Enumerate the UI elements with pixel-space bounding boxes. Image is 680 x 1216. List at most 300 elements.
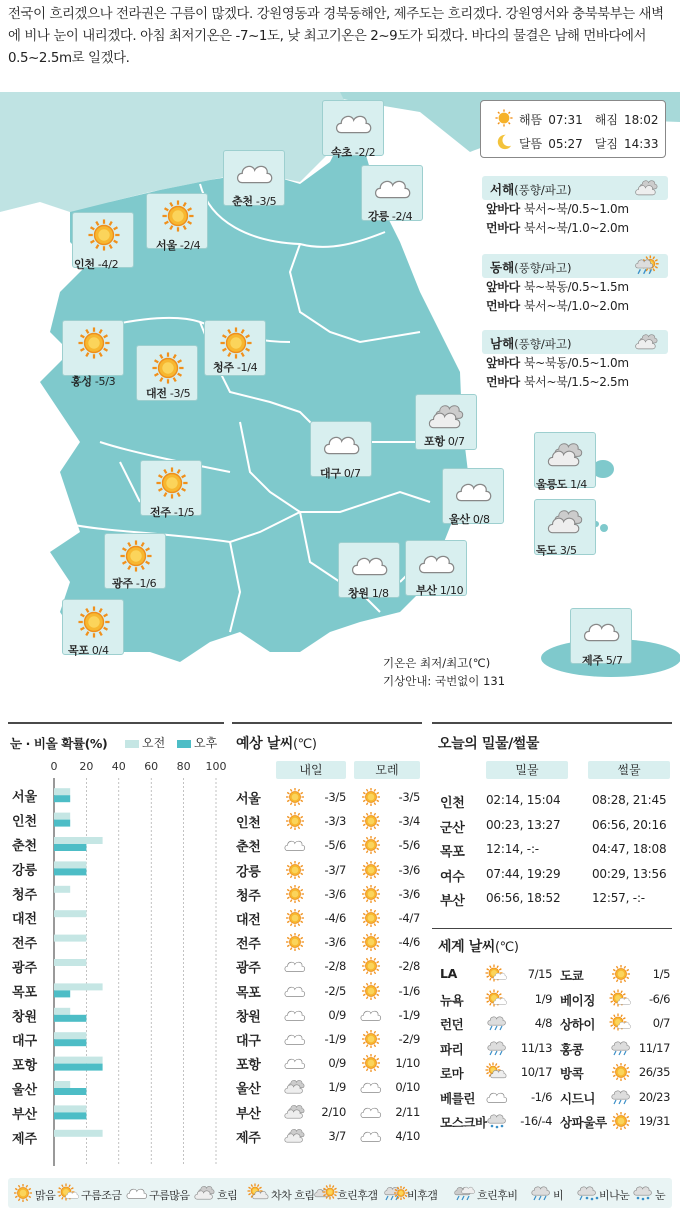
forecast-dayafter-temp: -3/6 (398, 862, 420, 877)
cloudy-icon (583, 615, 621, 651)
cloudy-icon (284, 1054, 306, 1076)
map-city-label (449, 511, 490, 527)
sea-name: 동해 (490, 260, 515, 275)
precip-city: 광주 (12, 961, 38, 976)
map-city-temp: 0/4 (88, 644, 109, 657)
snow-icon (486, 1112, 508, 1134)
sunny-icon (360, 836, 382, 858)
sea-far-value: 북서~북/1.0~2.0m (523, 299, 629, 313)
am-bar (54, 1130, 103, 1137)
sea-sub: (풍향/파고) (514, 183, 572, 197)
map-city-temp: -1/5 (170, 506, 195, 519)
forecast-dayafter-temp: 0/10 (395, 1080, 420, 1095)
sunset-time: 18:02 (623, 112, 659, 127)
forecast-title (236, 733, 317, 753)
tide-city: 부산 (440, 894, 465, 909)
map-city-name: 포항 (424, 435, 445, 448)
info-note: 기상안내: 국번없이 131 (383, 674, 506, 688)
sea-far (482, 373, 668, 392)
map-city-label (424, 433, 465, 449)
forecast-dayafter-temp: 1/10 (395, 1056, 420, 1071)
world-temp: 11/17 (638, 1040, 670, 1055)
temp-note: 기온은 최저/최고(℃) (383, 656, 491, 670)
partly-icon (58, 1184, 80, 1205)
pm-bar (54, 1088, 86, 1095)
sea-box (482, 330, 668, 392)
map-city-label (74, 256, 118, 272)
forecast-city: 인천 (236, 816, 261, 832)
map-city-name: 대구 (320, 467, 341, 480)
forecast-tomorrow-temp: 1/9 (328, 1080, 346, 1095)
sunny-icon (360, 909, 382, 931)
sun-cloud2-icon (314, 1184, 336, 1205)
overcast-icon (428, 401, 466, 437)
legend-label: 흐림 (217, 1188, 238, 1202)
forecast-city: 대구 (236, 1034, 261, 1049)
tide-city: 군산 (440, 820, 465, 836)
tide-city: 여수 (440, 869, 465, 885)
map-city-label (156, 237, 200, 253)
precip-city: 강릉 (12, 863, 38, 879)
sunny-icon (217, 327, 255, 363)
tide-city: 인천 (440, 796, 465, 811)
cloudy-icon (360, 1078, 382, 1100)
pm-swatch (177, 740, 191, 748)
pm-bar (54, 1015, 86, 1022)
pm-bar (54, 795, 70, 802)
rain-icon (486, 1014, 508, 1036)
cloudy-icon (236, 157, 274, 193)
cloudy-icon (455, 475, 493, 511)
sea-header (482, 254, 668, 278)
world-city: 런던 (440, 1017, 464, 1032)
am-bar (54, 959, 86, 966)
world-city: 방콕 (560, 1066, 584, 1081)
precip-city: 창원 (12, 1009, 38, 1025)
precip-chart (8, 756, 227, 1166)
tide-low: 12:57, -:- (592, 891, 645, 905)
sea-header (482, 176, 668, 200)
map-city-label (416, 582, 463, 598)
forecast-tomorrow-temp: -5/6 (324, 838, 346, 853)
cloudy-icon (360, 1127, 382, 1149)
forecast-tomorrow-temp: -3/7 (324, 862, 346, 877)
precip-city: 전주 (12, 936, 38, 952)
forecast-city: 포항 (236, 1058, 261, 1074)
am-bar (54, 935, 86, 942)
pm-bar (54, 1064, 103, 1071)
map-city-temp: -4/2 (94, 258, 119, 271)
partly-icon (486, 990, 508, 1012)
am-bar (54, 1105, 86, 1112)
sunny-icon (12, 1184, 34, 1205)
map-city-name: 대전 (146, 387, 167, 400)
forecast-tomorrow-temp: -3/6 (324, 886, 346, 901)
tick-label: 60 (144, 760, 159, 773)
sea-sub: (풍향/파고) (514, 261, 572, 275)
legend-label: 맑음 (35, 1188, 56, 1202)
legend-label: 눈 (655, 1188, 666, 1202)
forecast-city: 부산 (236, 1106, 261, 1122)
sunrise-time: 07:31 (548, 112, 583, 127)
sunny-icon (284, 909, 306, 931)
map-city-name: 부산 (416, 584, 437, 597)
sunset-label: 해짐 (594, 113, 618, 127)
sea-name: 남해 (490, 336, 515, 351)
world-city: 홍콩 (560, 1041, 584, 1057)
forecast-city: 목포 (236, 985, 261, 1001)
precip-title: 눈 · 비올 확률(%) (10, 736, 108, 751)
cloudy-icon (323, 428, 361, 464)
world-city: 시드니 (560, 1090, 596, 1106)
forecast-city: 제주 (236, 1130, 261, 1146)
tide-low: 06:56, 20:16 (592, 817, 667, 832)
world-city: 로마 (440, 1066, 464, 1081)
tide-low: 00:29, 13:56 (592, 866, 667, 881)
legend-label: 비후갬 (407, 1188, 438, 1202)
map-city-temp: 5/7 (602, 654, 623, 667)
map-city-temp: 3/5 (556, 544, 577, 557)
world-temp: 1/9 (534, 991, 552, 1006)
sunny-icon (159, 200, 197, 236)
map-city-name: 광주 (112, 577, 133, 590)
forecast-title-text: 예상 날씨 (236, 736, 293, 752)
tide-city: 목포 (440, 845, 465, 860)
forecast-unit: (℃) (292, 737, 317, 752)
forecast-tomorrow-temp: -2/5 (324, 983, 346, 998)
map-city-label (68, 642, 109, 658)
map-city-label (150, 504, 194, 520)
forecast-day1-header: 내일 (276, 761, 346, 779)
map-city-temp: 1/10 (436, 584, 464, 597)
map-city-label (331, 144, 375, 160)
icon-legend (8, 1178, 672, 1208)
precip-city: 대구 (12, 1034, 38, 1050)
forecast-tomorrow-temp: -1/9 (324, 1032, 346, 1046)
sunny-icon (360, 861, 382, 883)
cloudy-icon (284, 957, 306, 979)
sea-near-label: 앞바다 (486, 202, 520, 216)
sunny-icon (117, 540, 155, 576)
precip-city: 포항 (12, 1058, 38, 1074)
map-city-temp: 0/8 (469, 513, 490, 526)
precip-city: 제주 (12, 1131, 38, 1147)
sunny-icon (153, 467, 191, 503)
sea-far-value: 북서~북/1.0~2.0m (523, 221, 629, 235)
forecast-city: 춘천 (236, 840, 261, 856)
map-city-label (582, 652, 623, 668)
sunny-icon (284, 933, 306, 955)
world-city: LA (440, 966, 457, 981)
precip-city: 울산 (12, 1083, 38, 1098)
map-city-temp: 1/4 (566, 478, 587, 491)
world-temp: 26/35 (638, 1065, 670, 1079)
map-city-box (62, 320, 124, 376)
world-temp: -6/6 (648, 991, 670, 1006)
legend-item (248, 1184, 315, 1205)
map-city-label (146, 385, 190, 401)
world-title-text: 세계 날씨 (438, 939, 495, 955)
map-city-name: 전주 (150, 506, 171, 519)
forecast-divider (232, 722, 422, 724)
cloudy-icon (351, 549, 389, 585)
tide-low: 04:47, 18:08 (592, 842, 667, 856)
legend-item (576, 1184, 629, 1205)
map-city-name: 청주 (213, 361, 234, 374)
cloudy-icon (126, 1184, 148, 1205)
moon-icon (495, 133, 513, 154)
sea-near-label: 앞바다 (486, 280, 520, 294)
overcast-icon (547, 506, 585, 542)
partly-icon (486, 965, 508, 987)
sunny-icon (360, 1054, 382, 1076)
map-city-label (536, 542, 577, 558)
sunny-icon (85, 219, 123, 255)
map-city-name: 울산 (449, 513, 470, 526)
moonset-label: 달짐 (594, 137, 618, 151)
pm-bar (54, 868, 86, 875)
world-temp: 7/15 (527, 967, 552, 981)
forecast-tomorrow-temp: -2/8 (324, 959, 346, 974)
am-bar (54, 837, 103, 844)
map-city-name: 서울 (156, 239, 177, 252)
overcast-icon (284, 1078, 306, 1100)
cloudy-icon (360, 1006, 382, 1028)
precip-city: 청주 (12, 887, 38, 903)
forecast-dayafter-temp: -3/6 (398, 886, 420, 901)
sea-near (482, 278, 668, 297)
forecast-tomorrow-temp: -4/6 (324, 911, 346, 925)
overcast-icon (284, 1103, 306, 1125)
sea-far-label: 먼바다 (486, 221, 520, 235)
world-city: 파리 (440, 1041, 464, 1057)
pm-bar (54, 990, 70, 997)
sun-rain-icon (634, 256, 660, 279)
cloudy-icon (284, 1006, 306, 1028)
forecast-city: 광주 (236, 961, 261, 977)
map-city-name: 창원 (348, 587, 369, 600)
forecast-dayafter-temp: 2/11 (395, 1104, 420, 1119)
sunny-icon (360, 933, 382, 955)
sea-near (482, 200, 668, 219)
moonset-time: 14:33 (623, 136, 659, 151)
sunny-icon (149, 352, 187, 388)
legend-item (12, 1184, 55, 1205)
legend-item (58, 1184, 122, 1205)
map-city-label (368, 208, 412, 224)
tide-high: 07:44, 19:29 (486, 866, 561, 881)
legend-label: 구름조금 (81, 1188, 122, 1202)
legend-item (632, 1184, 665, 1205)
cloudy-icon (418, 547, 456, 583)
forecast-city: 울산 (236, 1082, 261, 1098)
sun-cloud-icon (486, 1063, 508, 1085)
am-bar (54, 1057, 103, 1064)
forecast-day2-header: 모레 (354, 761, 420, 779)
tide-low-header: 썰물 (588, 761, 670, 779)
sea-box (482, 254, 668, 316)
world-city: 상파울루 (560, 1115, 607, 1130)
map-city-name: 인천 (74, 258, 95, 271)
sea-far-value: 북서~북/1.5~2.5m (523, 375, 629, 389)
cloudy-icon (486, 1088, 508, 1110)
cloudy-icon (374, 172, 412, 208)
tide-divider (432, 722, 672, 724)
forecast-dayafter-temp: -1/6 (398, 983, 420, 998)
forecast-city: 청주 (236, 888, 261, 904)
world-city: 상하이 (560, 1017, 596, 1032)
sun-icon (495, 109, 513, 130)
forecast-dayafter-temp: -3/4 (398, 814, 420, 829)
sea-near-label: 앞바다 (486, 356, 520, 370)
sea-name: 서해 (490, 182, 515, 197)
sun-cloud-icon (248, 1184, 270, 1205)
forecast-dayafter-temp: 4/10 (395, 1128, 420, 1143)
am-swatch (125, 740, 139, 748)
am-bar (54, 886, 70, 893)
sea-near-value: 북~북동/0.5~1.0m (523, 356, 629, 370)
sea-near-value: 북서~북/0.5~1.0m (523, 202, 629, 216)
legend-item (454, 1184, 518, 1205)
map-city-label (232, 193, 276, 209)
tick-label: 40 (111, 760, 126, 773)
tide-title: 오늘의 밀물/썰물 (438, 736, 540, 752)
map-city-temp: 1/8 (368, 587, 389, 600)
sunny-icon (75, 606, 113, 642)
sea-near-value: 북~북동/0.5~1.5m (523, 280, 629, 294)
legend-label: 차차 흐림 (271, 1188, 315, 1202)
precip-city: 춘천 (12, 839, 38, 854)
map-city-label (320, 465, 361, 481)
forecast-dayafter-temp: -2/9 (398, 1032, 420, 1046)
sea-far-label: 먼바다 (486, 299, 520, 313)
map-city-temp: 0/7 (340, 467, 361, 480)
map-city-name: 목포 (68, 644, 89, 657)
world-temp: 0/7 (652, 1016, 670, 1030)
forecast-dayafter-temp: -4/7 (398, 911, 420, 925)
sea-sub: (풍향/파고) (514, 337, 572, 351)
map-city-temp: -3/5 (166, 387, 191, 400)
sea-box (482, 176, 668, 238)
forecast-tomorrow-temp: -3/5 (324, 790, 346, 804)
forecast-tomorrow-temp: -3/6 (324, 935, 346, 950)
legend-item (194, 1184, 237, 1205)
map-city-label (348, 585, 389, 601)
map-city-temp: -2/4 (176, 239, 201, 252)
tide-high-header: 밀물 (486, 761, 568, 779)
legend-item (384, 1184, 437, 1205)
legend-item (314, 1184, 378, 1205)
legend-label: 흐린후비 (477, 1188, 518, 1202)
pm-bar (54, 820, 70, 827)
snow-icon (632, 1184, 654, 1205)
pm-bar (54, 1112, 86, 1119)
rain-icon (486, 1039, 508, 1061)
overcast-icon (547, 439, 585, 475)
map-city-temp: 0/7 (444, 435, 465, 448)
map-city-label (536, 476, 587, 492)
world-temp: 11/13 (520, 1040, 552, 1055)
sun-moon-box (480, 100, 666, 158)
forecast-tomorrow-temp: 2/10 (321, 1104, 346, 1119)
forecast-city: 전주 (236, 937, 261, 953)
sunny-icon (284, 885, 306, 907)
tick-label: 80 (176, 760, 191, 773)
moonrise-time: 05:27 (548, 136, 583, 151)
map-city-temp: -2/4 (388, 210, 413, 223)
am-bar (54, 983, 103, 990)
precip-legend (125, 734, 217, 751)
precip-city: 서울 (12, 790, 38, 806)
sunny-icon (360, 788, 382, 810)
legend-item (530, 1184, 563, 1205)
legend-label: 비나눈 (599, 1188, 630, 1202)
world-city: 모스크바 (440, 1115, 487, 1130)
am-bar (54, 910, 86, 917)
map-city-name: 독도 (536, 544, 557, 557)
cloudy-icon (335, 107, 373, 143)
overcast-icon (194, 1184, 216, 1205)
am-label: 오전 (142, 736, 166, 750)
pm-bar (54, 844, 86, 851)
forecast-city: 대전 (236, 913, 261, 928)
overcast-icon (284, 1127, 306, 1149)
overcast-icon (634, 332, 660, 355)
cloudy-icon (284, 1030, 306, 1052)
map-city-temp: -5/3 (91, 375, 116, 388)
map-city-name: 춘천 (232, 195, 253, 208)
sunny-icon (284, 812, 306, 834)
map-city-name: 강릉 (368, 210, 389, 223)
forecast-city: 강릉 (236, 864, 261, 880)
map-city-temp: -1/6 (132, 577, 157, 590)
map-city-temp: -1/4 (233, 361, 258, 374)
tick-label: 20 (79, 760, 94, 773)
legend-item (126, 1184, 190, 1205)
tide-high: 00:23, 13:27 (486, 817, 561, 832)
map-city-temp: -3/5 (252, 195, 277, 208)
world-city: 베를린 (440, 1090, 476, 1106)
tick-label: 0 (50, 760, 58, 773)
intro-text: 전국이 흐리겠으나 전라권은 구름이 많겠다. 강원영동과 경북동해안, 제주도는 흐리겠다. 강원영서와 충북북부는 새벽에 비나 눈이 내리겠다. 아침 최저기온은 -7~1도, 낮 최고기온은 2~9도가 되겠다. 바다의 물결은 남해 먼바다에서 0.5~2.5m로 일겠다. (8, 7, 664, 66)
precip-divider (8, 722, 224, 724)
am-bar (54, 1081, 70, 1088)
sunny-icon (75, 327, 113, 363)
sea-header (482, 330, 668, 354)
sunny-icon (360, 1030, 382, 1052)
world-city: 도쿄 (560, 968, 584, 983)
sunny-icon (284, 861, 306, 883)
am-bar (54, 1032, 86, 1039)
sunrise-label: 해뜸 (519, 113, 543, 127)
forecast-tomorrow-temp: -3/3 (324, 814, 346, 829)
rain-sun-icon (384, 1184, 406, 1205)
map-city-name: 제주 (582, 654, 603, 667)
world-divider (432, 928, 672, 929)
precip-city: 인천 (12, 814, 38, 830)
legend-label: 흐린후갬 (337, 1188, 378, 1202)
world-unit: (℃) (494, 940, 519, 955)
map-city-name: 속초 (331, 146, 352, 159)
world-temp: -1/6 (530, 1089, 552, 1104)
map-city-name: 울릉도 (536, 478, 567, 491)
sea-far (482, 297, 668, 316)
pm-label: 오후 (194, 736, 218, 750)
world-temp: 10/17 (520, 1065, 552, 1079)
world-temp: -16/-4 (520, 1114, 552, 1128)
forecast-dayafter-temp: -3/5 (398, 790, 420, 804)
forecast-city: 서울 (236, 792, 261, 807)
